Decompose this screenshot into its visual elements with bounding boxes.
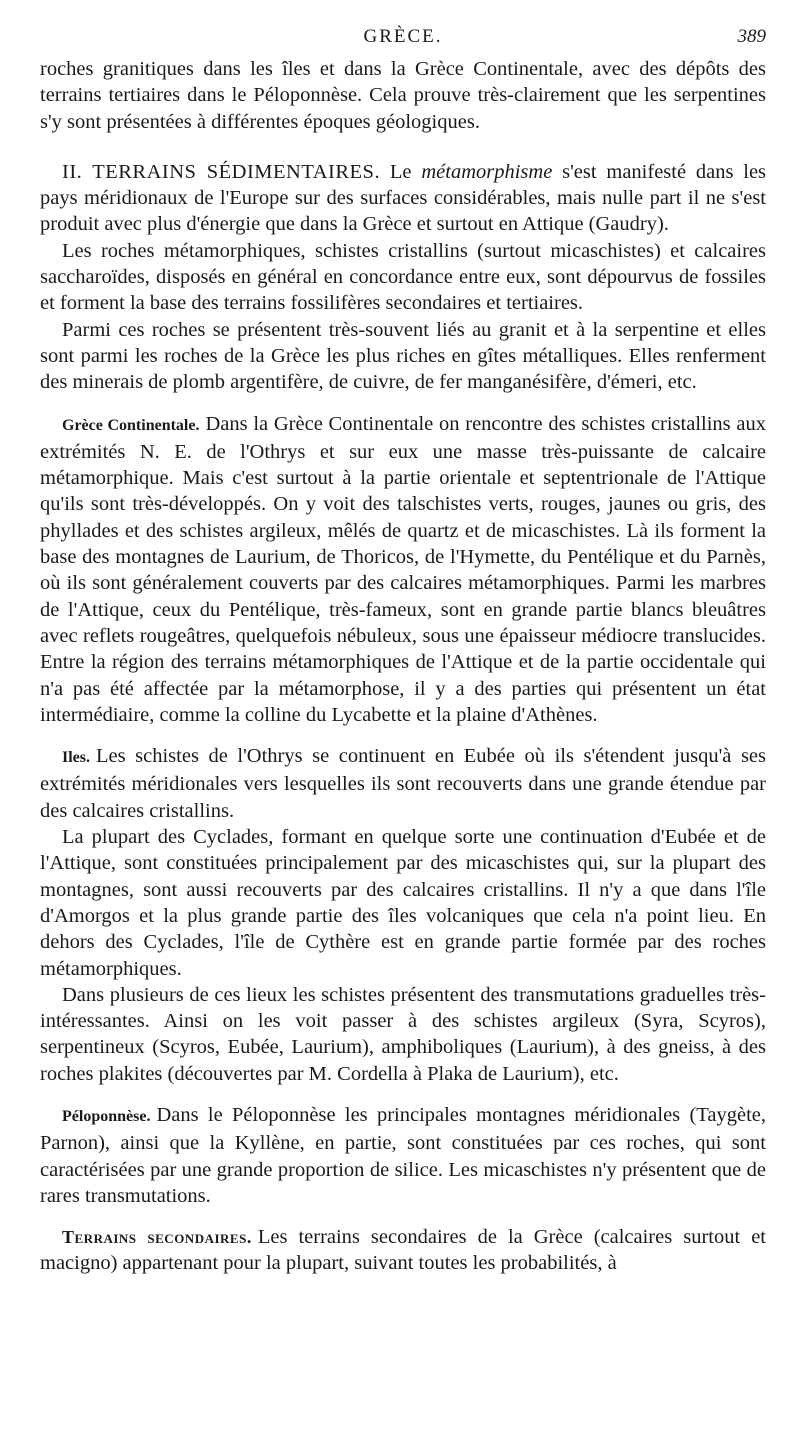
paragraph-text: Dans le Péloponnèse les principales montagnes méridionales (Taygète, Parnon), ainsi que la Kyllène, en partie, sont constituées par ces roches, qui sont caractérisées par une grande proportion de silice. Les micaschistes n'y présentent que de rares transmutations. [40,1103,766,1207]
paragraph-text: s'est manifesté dans les pays méridionaux de l'Europe sur des surfaces considérables, mais nulle part il ne s'est produit avec plus d'énergie que dans la Grèce et surtout en Attique (Gaudry). [40,160,767,236]
running-head-title: GRÈCE. [363,26,443,47]
paragraph-cyclades: La plupart des Cyclades, formant en quelque sorte une continuation d'Eubée et de l'Attique, sont constituées principalement par des micaschistes qui, sur la plupart des montagnes, sont aussi recouverts par des calcaires cristallins. Il n'y a que dans l'île d'Amorgos et la plus grande partie des îles volcaniques que cela n'a point lieu. En dehors des Cyclades, l'île de Cythère est en grande partie formée par des roches métamorphiques. [40,826,766,980]
paragraph-transmutations: Dans plusieurs de ces lieux les schistes présentent des transmutations graduelles très-intéressantes. Ainsi on les voit passer à des schistes argileux (Syra, Scyros), serpentineux (Scyros, Eubée, Laurium), amphiboliques (Laurium), à des gneiss, à des roches plakites (découvertes par M. Cordella à Plaka de Laurium), etc. [40,983,766,1085]
paragraph-peloponnese [40,1102,766,1209]
paragraph-text: Les schistes de l'Othrys se continuent en Eubée où ils s'étendent jusqu'à ses extrémités méridionales vers lesquelles ils sont recouverts dans une grande étendue par des calcaires cristallins. [40,745,766,822]
paragraph-terrains-secondaires [40,1224,766,1277]
paragraph-text: Les terrains secondaires de la Grèce (calcaires surtout et macigno) appartenant pour la plupart, suivant toutes les probabilités, à [40,1226,766,1275]
paragraph-grece-continentale [40,411,766,729]
subheading-terrains-secondaires: Terrains secondaires. [62,1227,252,1248]
running-head [40,26,766,56]
subheading-iles: Iles. [62,749,90,767]
paragraph-text: Le [389,160,412,183]
paragraph-serpentines: roches granitiques dans les îles et dans la Grèce Continentale, avec des dépôts des terrains tertiaires dans le Péloponnèse. Cela prouve très-clairement que les serpentines s'y sont présentées à différentes époques géologiques. [40,58,766,133]
subheading-peloponnese: Péloponnèse. [62,1107,151,1125]
italic-term-metamorphisme: métamorphisme [421,160,553,183]
subheading-grece-continentale: Grèce Continentale. [62,416,200,434]
paragraph-roches-metamorphiques: Les roches métamorphiques, schistes cristallins (surtout micaschistes) et calcaires saccharoïdes, disposés en général en concordance entre eux, sont dépourvus de fossiles et forment la base des terrains fossilifères secondaires et tertiaires. [40,239,766,315]
section-heading-terrains-sedimentaires: II. TERRAINS SÉDIMENTAIRES. [62,160,381,183]
page-body [40,26,766,1277]
paragraph-iles [40,743,766,824]
page-number: 389 [737,26,766,47]
paragraph-terrains-sedimentaires [40,159,766,238]
paragraph-gites-metalliques: Parmi ces roches se présentent très-souvent liés au granit et à la serpentine et elles sont parmi les roches de la Grèce les plus riches en gîtes métalliques. Elles renferment des minerais de plomb argentifère, de cuivre, de fer manganésifère, d'émeri, etc. [40,318,766,394]
paragraph-text: Dans la Grèce Continentale on rencontre des schistes cristallins aux extrémités N. E. de l'Othrys et sur eux une masse très-puissante de calcaire métamorphique. Mais c'est surtout à la partie orientale et septentrionale de l'Attique qu'ils sont très-développés. On y voit des talschistes verts, rouges, jaunes ou gris, des phyllades et des schistes argileux, mêlés de quartz et de micaschistes. Là ils forment la base des montagnes de Laurium, de Thoricos, de l'Hymette, du Pentélique et du Parnès, où ils sont généralement couverts par des calcaires métamorphiques. Parmi les marbres de l'Attique, ceux du Pentélique, très-fameux, sont en grande partie blancs bleuâtres avec reflets rougeâtres, quelquefois nébuleux, sous une épaisseur médiocre translucides. Entre la région des terrains métamorphiques de l'Attique et de la partie occidentale qui n'a pas été affectée par la métamorphose, il y a des parties qui présentent un état intermédiaire, comme la colline du Lycabette et la plaine d'Athènes. [40,412,766,726]
